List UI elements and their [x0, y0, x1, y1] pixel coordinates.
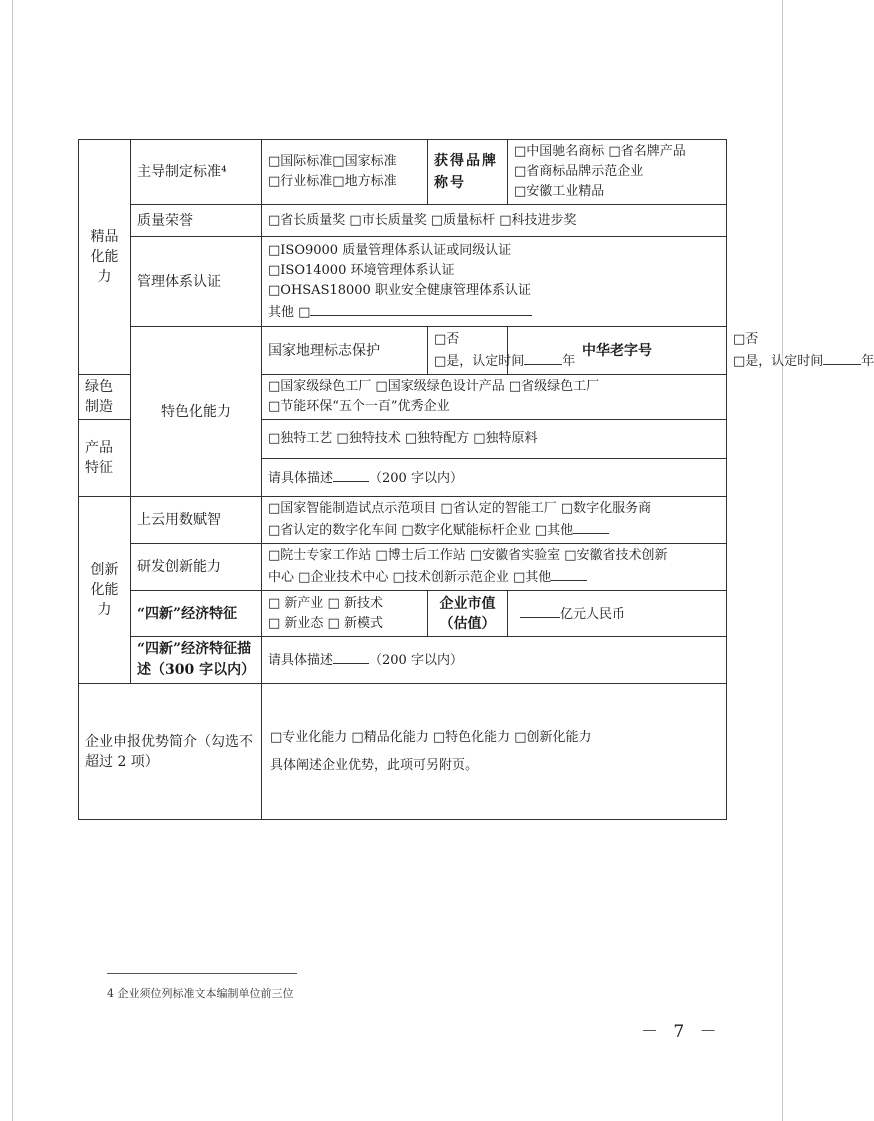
mgmt-options[interactable] — [262, 237, 727, 327]
product-desc[interactable] — [262, 459, 727, 497]
scan-edge-left — [12, 0, 13, 1121]
geo-year-blank[interactable] — [524, 350, 562, 365]
rd-label: 研发创新能力 — [131, 544, 262, 591]
product-options[interactable]: □独特工艺 □独特技术 □独特配方 □独特原料 — [262, 420, 727, 459]
rd-other-blank[interactable] — [551, 566, 587, 581]
sixin-desc[interactable] — [262, 637, 727, 684]
product-desc-suffix: （200 字以内） — [369, 470, 463, 486]
sixin-desc-suffix: （200 字以内） — [369, 653, 463, 668]
mgmt-other-blank[interactable] — [310, 301, 532, 316]
brand-line-3[interactable]: □安徽工业精品 — [514, 184, 605, 199]
geo-no[interactable]: □否 — [434, 331, 460, 347]
mgmt-line-3[interactable]: □OHSAS18000 职业安全健康管理体系认证 — [268, 282, 531, 298]
green-line-2[interactable]: □节能环保“五个一百”优秀企业 — [268, 399, 450, 414]
summary-note: 具体阐述企业优势，此项可另附页。 — [270, 757, 479, 773]
quality-options[interactable]: □省长质量奖 □市长质量奖 □质量标杆 □科技进步奖 — [262, 205, 727, 237]
mgmt-line-1[interactable]: □ISO9000 质量管理体系认证或同级认证 — [268, 242, 512, 258]
section-tese: 特色化能力 — [131, 327, 262, 497]
lao-year-suffix: 年 — [861, 353, 874, 369]
sixin-desc-blank[interactable] — [333, 649, 369, 664]
brand-options[interactable] — [508, 140, 727, 205]
application-form-table: 精品化能力 主导制定标准⁴ □国际标准□国家标准 □行业标准□地方标准 获得品牌称号 □中国驰名商标 □省名牌产品 □省商标品牌示范企业 □安徽工业精品 质量荣誉 □省长质量奖 □市长质量奖 □质量标杆 □科技进步奖 管理体系认证 □ISO9000 质量管理体系认证或同级认证 □ISO14000 环境管理体系认证 □OHSAS18000 职业安全健康管理体系认证 其他 □ 特色化能力 国家地理标志保护 □否 □是，认定时间 年 中华老字号 □否 □是，认定时间 年 绿色制造 □国家级绿色工厂 □国家级绿色设计产品 □省级绿色工厂 □节能环保“五个一百”优秀企业 产品特征 □独特工艺 □独特技术 □独特配方 □独特原料 请具体描述 （200 字以内） 创新化能力 上云用数赋智 □国家智能制造试点示范项目 □省认定的智能工厂 □数字化服务商 □省认定的数字化车间 □数字化赋能标杆企业 □其他 研发创新能力 □院士专家工作站 □博士后工作站 □安徽省实验室 □安徽省技术创新 中心 □企业技术中心 □技术创新示范企业 □其他 “四新”经济特征 □ 新产业 □ 新技术 □ 新业态 □ 新模式 企业市值（估值） 亿元人民币 “四新”经济特征描述（300 字以内） 请具体描述 （200 字以内） 企业申报优势简介（勾选不超过 2 项） □专业化能力 □精品化能力 □特色化能力 □创新化能力 具体阐述企业优势，此项可另附页。 — [78, 139, 727, 820]
mgmt-line-2[interactable]: □ISO14000 环境管理体系认证 — [268, 262, 455, 278]
footnote-divider — [107, 973, 297, 974]
green-line-1[interactable]: □国家级绿色工厂 □国家级绿色设计产品 □省级绿色工厂 — [268, 379, 600, 394]
brand-line-2[interactable]: □省商标品牌示范企业 — [514, 164, 644, 179]
summary-label: 企业申报优势简介（勾选不超过 2 项） — [79, 684, 262, 820]
page-number: － 7 － — [641, 1022, 722, 1042]
summary-options[interactable]: □专业化能力 □精品化能力 □特色化能力 □创新化能力 — [270, 729, 592, 745]
product-desc-blank[interactable] — [333, 467, 369, 482]
sixin-desc-prefix: 请具体描述 — [268, 653, 334, 668]
product-desc-prefix: 请具体描述 — [268, 470, 334, 486]
cloud-line-2[interactable]: □省认定的数字化车间 □数字化赋能标杆企业 □其他 — [268, 523, 574, 538]
summary-content[interactable] — [262, 684, 727, 820]
lao-yes[interactable]: □是，认定时间 — [733, 353, 824, 369]
product-label: 产品特征 — [79, 420, 131, 497]
standard-options[interactable] — [262, 140, 428, 205]
value-label: 企业市值（估值） — [428, 591, 508, 637]
value-field[interactable] — [508, 591, 727, 637]
rd-options[interactable] — [262, 544, 727, 591]
geo-year-suffix: 年 — [562, 353, 576, 369]
section-jingpin: 精品化能力 — [79, 140, 131, 375]
rd-line-2[interactable]: 中心 □企业技术中心 □技术创新示范企业 □其他 — [268, 570, 552, 585]
sixin-label: “四新”经济特征 — [131, 591, 262, 637]
standard-label: 主导制定标准⁴ — [131, 140, 262, 205]
laozihao-label: 中华老字号 — [508, 327, 727, 375]
lao-year-blank[interactable] — [823, 350, 861, 365]
brand-label: 获得品牌称号 — [428, 140, 508, 205]
brand-line-1[interactable]: □中国驰名商标 □省名牌产品 — [514, 144, 686, 159]
green-label: 绿色制造 — [79, 375, 131, 420]
cloud-options[interactable] — [262, 497, 727, 544]
value-blank[interactable] — [520, 603, 560, 618]
sixin-options[interactable] — [262, 591, 428, 637]
geo-label: 国家地理标志保护 — [262, 327, 428, 375]
mgmt-other[interactable]: 其他 □ — [268, 304, 311, 320]
rd-line-1[interactable]: □院士专家工作站 □博士后工作站 □安徽省实验室 □安徽省技术创新 — [268, 548, 668, 563]
green-options[interactable] — [262, 375, 727, 420]
standard-line-1[interactable]: □国际标准□国家标准 — [268, 154, 397, 169]
section-chuangxin: 创新化能力 — [79, 497, 131, 684]
sixin-desc-label: “四新”经济特征描述（300 字以内） — [131, 637, 262, 684]
scan-edge-right — [782, 0, 783, 1121]
footnote: 4 企业须位列标准文本编制单位前三位 — [107, 987, 294, 1000]
cloud-line-1[interactable]: □国家智能制造试点示范项目 □省认定的智能工厂 □数字化服务商 — [268, 501, 652, 516]
geo-yes[interactable]: □是，认定时间 — [434, 353, 525, 369]
cloud-other-blank[interactable] — [573, 519, 609, 534]
cloud-label: 上云用数赋智 — [131, 497, 262, 544]
mgmt-label: 管理体系认证 — [131, 237, 262, 327]
sixin-line-1[interactable]: □ 新产业 □ 新技术 — [268, 595, 383, 611]
geo-options[interactable] — [428, 327, 576, 375]
quality-label: 质量荣誉 — [131, 205, 262, 237]
standard-line-2[interactable]: □行业标准□地方标准 — [268, 174, 397, 189]
value-unit: 亿元人民币 — [560, 606, 626, 622]
sixin-line-2[interactable]: □ 新业态 □ 新模式 — [268, 615, 383, 631]
